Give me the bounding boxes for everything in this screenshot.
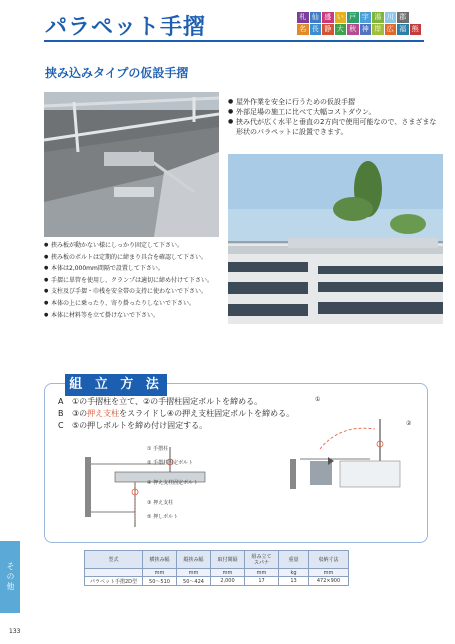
- area-grid-cell: 湯: [372, 12, 384, 23]
- spec-unit-cell: kg: [279, 569, 309, 577]
- spec-header-cell: 取付間隔: [211, 551, 245, 569]
- assembly-heading: 組 立 方 法: [65, 374, 167, 396]
- caution-item: ● 挟み板が動かない様にしっかり固定して下さい。: [44, 240, 224, 252]
- assembly-step: [58, 396, 294, 408]
- area-grid-cell: 熊: [410, 24, 422, 35]
- callout-label: ④ 押え支柱固定ボルト: [147, 480, 199, 486]
- area-grid-cell: 川: [385, 12, 397, 23]
- page-number: 133: [9, 628, 21, 635]
- area-grid-cell: 札: [297, 12, 309, 23]
- left-callouts: [147, 442, 198, 524]
- step-letter: A: [58, 397, 64, 406]
- area-grid-cell: 郡: [397, 12, 409, 23]
- area-grid-cell: 長: [310, 24, 322, 35]
- assembly-box: [44, 377, 428, 543]
- spec-cell: 472×900: [309, 577, 349, 586]
- side-tab-other: その他: [0, 541, 20, 613]
- area-grid-cell: 秋: [347, 24, 359, 35]
- callout-label: ② 手摺柱固定ボルト: [147, 460, 194, 466]
- spec-cell: 2,000: [211, 577, 245, 586]
- spec-table: [84, 550, 349, 586]
- caution-list: [44, 240, 224, 321]
- spec-unit-cell: [85, 569, 143, 577]
- spec-cell: パラペット手摺2D型: [85, 577, 143, 586]
- spec-header-cell: 組み立て スパナ: [245, 551, 279, 569]
- area-grid-cell: 名: [297, 24, 309, 35]
- photo-building-rooftop: [228, 154, 443, 324]
- area-grid-cell: 広: [385, 24, 397, 35]
- area-grid-row: [297, 24, 435, 35]
- area-grid-cell: 福: [397, 24, 409, 35]
- feature-item: ● 屋外作業を安全に行うための仮設手摺: [228, 97, 443, 107]
- assembly-diagram-right: [280, 399, 420, 509]
- area-grid-cell: 静: [322, 24, 334, 35]
- caution-item: ● 手摺に単管を使用し、クランプは適切に締め付けて下さい。: [44, 275, 224, 287]
- feature-item: ● 挟み代が広く水平と垂直の2方向で使用可能なので、さまざまな形状のパラペットに設置できます。: [228, 117, 443, 137]
- step-letter: C: [58, 421, 64, 430]
- spec-cell: 50～510: [143, 577, 177, 586]
- step-text: ⑤の押しボルトを締め付け固定する。: [72, 421, 208, 430]
- callout-label: ③ 押え支柱: [147, 500, 174, 506]
- spec-unit-cell: mm: [177, 569, 211, 577]
- title-rule: [44, 40, 424, 42]
- assembly-step: [58, 408, 294, 420]
- area-grid-cell: 仙: [310, 12, 322, 23]
- spec-header-cell: 重量: [279, 551, 309, 569]
- step-text: ③の: [72, 409, 88, 418]
- assembly-step: [58, 420, 294, 432]
- callout-label: ②: [406, 420, 412, 427]
- feature-item: ● 外部足場の施工に比べて大幅コストダウン。: [228, 107, 443, 117]
- caution-item: ● 支柱及び手摺・巾桟を安全帯の支持に使わないで下さい。: [44, 286, 224, 298]
- callout-label: ① 手摺柱: [147, 446, 169, 452]
- spec-unit-row: [85, 569, 349, 577]
- spec-data-row: [85, 577, 349, 586]
- spec-header-cell: 収納寸法: [309, 551, 349, 569]
- area-grid-cell: 大: [335, 24, 347, 35]
- area-grid: [297, 12, 435, 36]
- page-title: パラペット手摺: [45, 15, 207, 40]
- step-text: ①の手摺柱を立て、②の手摺柱固定ボルトを締める。: [72, 397, 263, 406]
- area-grid-cell: 戸: [347, 12, 359, 23]
- step-letter: B: [58, 409, 64, 418]
- spec-header-cell: 縦挟み幅: [177, 551, 211, 569]
- area-grid-row: [297, 12, 435, 23]
- feature-list: [228, 97, 443, 137]
- area-grid-cell: 盛: [322, 12, 334, 23]
- spec-header-cell: 型式: [85, 551, 143, 569]
- caution-item: ● 挟み板のボルトは定期的に締まり具合を確認して下さい。: [44, 252, 224, 264]
- area-grid-cell: 神: [360, 24, 372, 35]
- spec-cell: 13: [279, 577, 309, 586]
- callout-label: ⑤ 押しボルト: [147, 514, 179, 520]
- spec-header-cell: 横挟み幅: [143, 551, 177, 569]
- step-text: をスライドし④の押え支柱固定ボルトを締める。: [119, 409, 295, 418]
- area-grid-cell: 岸: [372, 24, 384, 35]
- caution-item: ● 本体に材料等を立て掛けないで下さい。: [44, 310, 224, 322]
- area-grid-cell: 宇: [360, 12, 372, 23]
- callout-label: ①: [315, 396, 321, 403]
- caution-item: ● 本体の上に乗ったり、寄り掛ったりしないで下さい。: [44, 298, 224, 310]
- step-highlight: 押え支柱: [87, 409, 120, 418]
- spec-unit-cell: mm: [211, 569, 245, 577]
- spec-unit-cell: mm: [309, 569, 349, 577]
- spec-unit-cell: mm: [245, 569, 279, 577]
- section-subtitle: 挟み込みタイプの仮設手摺: [45, 66, 189, 80]
- spec-unit-cell: mm: [143, 569, 177, 577]
- spec-cell: 50～424: [177, 577, 211, 586]
- photo-railing-closeup: [44, 92, 219, 237]
- spec-cell: 17: [245, 577, 279, 586]
- caution-item: ● 本体は2,000mm間隔で設置して下さい。: [44, 263, 224, 275]
- assembly-steps: [58, 396, 294, 432]
- area-grid-cell: い: [335, 12, 347, 23]
- spec-header-row: [85, 551, 349, 569]
